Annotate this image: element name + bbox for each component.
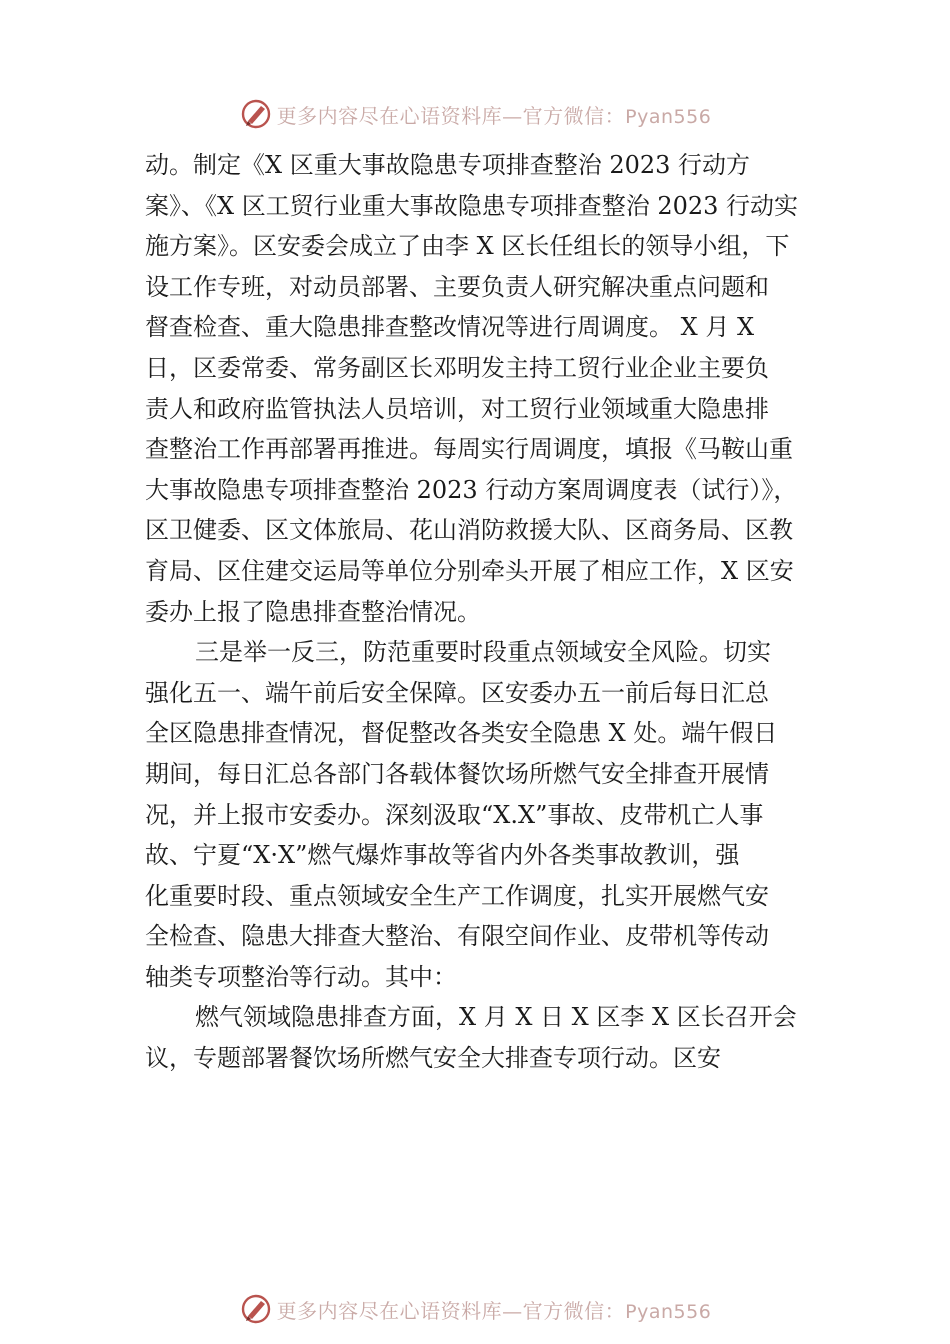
text-line: 期间，每日汇总各部门各载体餐饮场所燃气安全排查开展情 bbox=[145, 759, 769, 788]
header-banner bbox=[0, 94, 950, 134]
text-line: 区卫健委、区文体旅局、花山消防救援大队、区商务局、区教 bbox=[145, 516, 793, 545]
text-line: 设工作专班，对动员部署、主要负责人研究解决重点问题和 bbox=[145, 272, 769, 301]
text-line: 全区隐患排查情况，督促整改各类安全隐患 X 处。端午假日 bbox=[145, 719, 778, 748]
text-line: 议，专题部署餐饮场所燃气安全大排查专项行动。区安 bbox=[145, 1044, 721, 1073]
text-line: 动。制定《X 区重大事故隐患专项排查整治 2023 行动方 bbox=[145, 151, 751, 179]
text-line: 况，并上报市安委办。深刻汲取“X.X”事故、皮带机亡人事 bbox=[145, 800, 764, 829]
document-body bbox=[145, 145, 825, 1079]
text-line: 燃气领域隐患排查方面，X 月 X 日 X 区李 X 区长召开会 bbox=[195, 1003, 797, 1032]
pen-logo-icon bbox=[239, 1292, 273, 1326]
text-line: 施方案》。区安委会成立了由李 X 区长任组长的领导小组，下 bbox=[145, 232, 790, 261]
text-line: 大事故隐患专项排查整治 2023 行动方案周调度表（试行）》， bbox=[145, 475, 798, 504]
text-line: 全检查、隐患大排查大整治、有限空间作业、皮带机等传动 bbox=[145, 922, 769, 951]
header-wechat-id: Pyan556 bbox=[625, 105, 712, 128]
text-line: 日，区委常委、常务副区长邓明发主持工贸行业企业主要负 bbox=[145, 353, 769, 382]
header-banner-text: 更多内容尽在心语资料库—官方微信：Pyan556 bbox=[276, 103, 712, 128]
text-line: 育局、区住建交运局等单位分别牵头开展了相应工作，X 区安 bbox=[145, 556, 794, 585]
text-line: 责人和政府监管执法人员培训，对工贸行业领域重大隐患排 bbox=[145, 394, 769, 423]
footer-wechat-id: Pyan556 bbox=[625, 1300, 712, 1323]
paragraph-2 bbox=[145, 632, 825, 997]
pen-logo-icon bbox=[239, 97, 273, 131]
text-line: 化重要时段、重点领域安全生产工作调度，扎实开展燃气安 bbox=[145, 881, 769, 910]
text-line: 故、宁夏“X·X”燃气爆炸事故等省内外各类事故教训，强 bbox=[145, 841, 740, 870]
text-line: 强化五一、端午前后安全保障。区安委办五一前后每日汇总 bbox=[145, 678, 769, 707]
text-line: 案》、《X 区工贸行业重大事故隐患专项排查整治 2023 行动实 bbox=[145, 191, 799, 220]
paragraph-1 bbox=[145, 145, 825, 632]
paragraph-3 bbox=[145, 997, 825, 1078]
text-line: 查整治工作再部署再推进。每周实行周调度，填报《马鞍山重 bbox=[145, 435, 793, 464]
text-line: 三是举一反三，防范重要时段重点领域安全风险。切实 bbox=[195, 638, 771, 667]
text-line: 轴类专项整治等行动。其中： bbox=[145, 962, 457, 991]
text-line: 委办上报了隐患排查整治情况。 bbox=[145, 597, 481, 626]
footer-banner bbox=[0, 1289, 950, 1329]
text-line: 督查检查、重大隐患排查整改情况等进行周调度。 X 月 X bbox=[145, 313, 755, 342]
footer-banner-text: 更多内容尽在心语资料库—官方微信：Pyan556 bbox=[276, 1298, 712, 1323]
